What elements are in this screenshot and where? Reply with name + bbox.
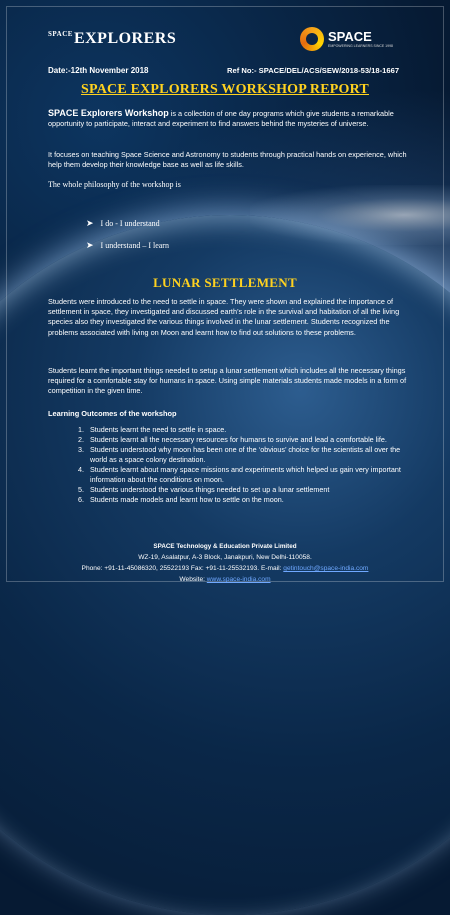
intro-paragraph-1: SPACE Explorers Workshop is a collection of one day programs which give students a remarkable opportunity to participate, interact and experiment to find answers behind the mysteries of universe. [48, 108, 394, 129]
reference-number: Ref No:- SPACE/DEL/ACS/SEW/2018-53/18-1667 [227, 66, 400, 75]
workshop-name: SPACE Explorers Workshop [48, 108, 169, 118]
arrow-bullet-icon: ➤ [86, 217, 94, 228]
footer [0, 541, 450, 585]
arrow-bullet-icon: ➤ [86, 239, 94, 250]
list-item: ➤ I understand – I learn [86, 239, 169, 250]
swirl-logo-icon [300, 27, 324, 51]
lunar-paragraph-2: Students learnt the important things needed to setup a lunar settlement which includes all the necessary things required for a comfortable stay for humans in space. Using simple materials students made models in a form of competition in the given time. [48, 366, 407, 396]
outcomes-list [72, 425, 406, 505]
website-link[interactable]: www.space-india.com [206, 576, 271, 583]
list-item: ➤ I do - I understand [86, 217, 160, 228]
space-company-logo: SPACE EMPOWERING LEARNERS SINCE 1998 [300, 27, 400, 57]
letterhead [0, 0, 450, 80]
company-name: SPACE Technology & Education Private Limited [153, 543, 297, 550]
report-date: Date:-12th November 2018 [48, 66, 149, 75]
list-item: 4. Students learnt about many space missions and experiments which helped us gain very important information about the conditions on moon. [86, 465, 406, 485]
list-item: 3. Students understood why moon has been one of the ‘obvious’ choice for the scientists all over the world as a space colony destination. [86, 445, 406, 465]
list-item: 1. Students learnt the need to settle in space. [86, 425, 406, 435]
outcomes-heading: Learning Outcomes of the workshop [48, 409, 177, 418]
contact-line: Phone: +91-11-45086320, 25522193 Fax: +91-11-25532193. E-mail: getintouch@space-india.com [81, 565, 369, 572]
philosophy-list [86, 212, 169, 256]
space-explorers-logo: $^{SPACE}$EXPLORERS [48, 30, 177, 47]
website-line: Website: www.space-india.com [179, 576, 271, 583]
intro-paragraph-3: The whole philosophy of the workshop is [48, 180, 181, 189]
list-item: 5. Students understood the various things needed to set up a lunar settlement [86, 485, 406, 495]
intro-paragraph-2: It focuses on teaching Space Science and Astronomy to students through practical hands on experience, which help them develop their knowledge base as well as life skills. [48, 150, 407, 170]
email-link[interactable]: getintouch@space-india.com [283, 565, 369, 572]
report-title: SPACE EXPLORERS WORKSHOP REPORT [81, 82, 369, 97]
list-item: 2. Students learnt all the necessary resources for humans to survive and lead a comfortable life. [86, 435, 406, 445]
company-address: WZ-19, Asalatpur, A-3 Block, Janakpuri, New Delhi-110058. [138, 554, 312, 561]
lunar-paragraph-1: Students were introduced to the need to settle in space. They were shown and explained the importance of settlement in space, they investigated and discussed earth’s role in the survival and habitation of all the living species also they investigated the various things involved in the lunar settlement. Students recognized the problems associated with living on Moon and learnt how to find out solutions to these problems. [48, 297, 400, 337]
list-item: 6. Students made models and learnt how to settle on the moon. [86, 495, 406, 505]
section-heading: LUNAR SETTLEMENT [153, 275, 297, 290]
